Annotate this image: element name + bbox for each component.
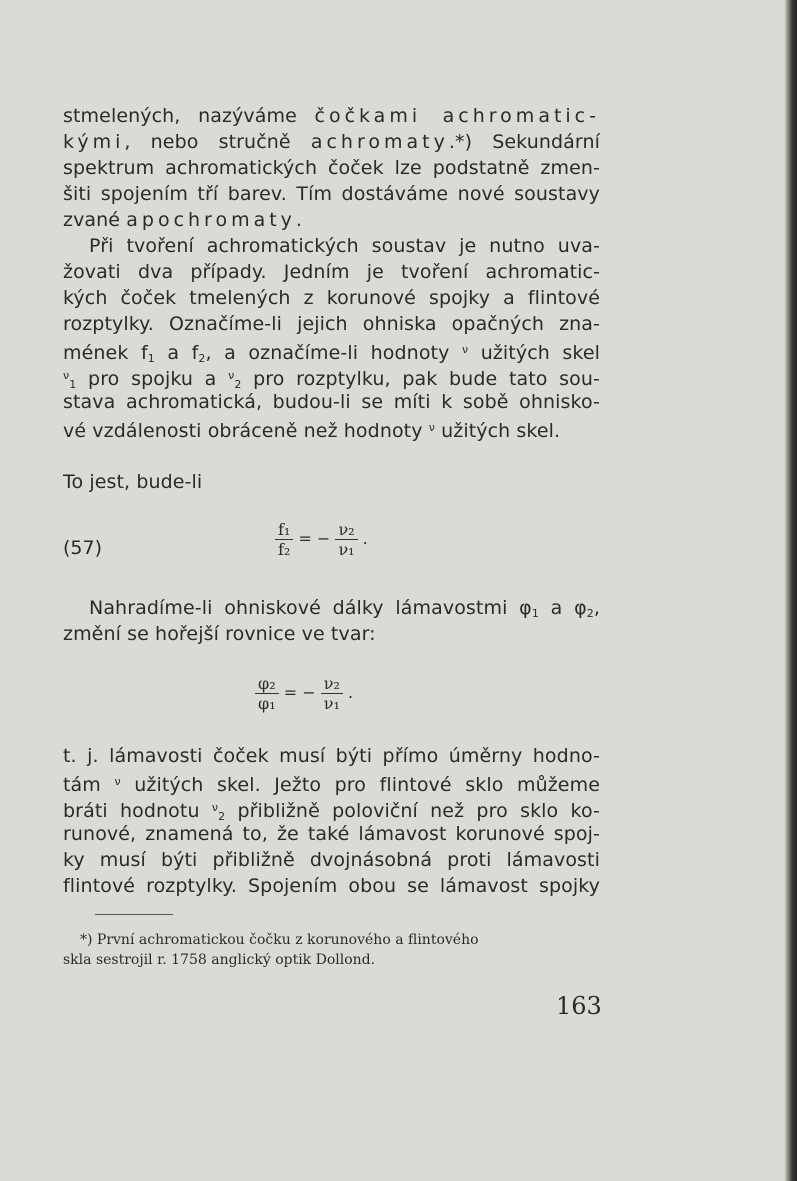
- text-line: stmelených, nazýváme čočkami achromatic-: [63, 105, 600, 127]
- equals-minus: = −: [298, 529, 331, 548]
- text-line: $^\nu_1$ pro spojku a $^\nu_2$ pro rozptylku, pak bude tato sou-: [63, 368, 600, 391]
- footnote-line: *) První achromatickou čočku z korunového a flintového: [80, 932, 479, 948]
- paragraph-2: [63, 233, 600, 441]
- page-number: 163: [556, 992, 602, 1020]
- text-to-jest: [63, 469, 600, 495]
- page-edge-shadow: [785, 0, 797, 1181]
- fraction-rhs: $\frac{\text{ν₂}}{\text{ν₁}}$: [335, 520, 357, 559]
- equation-57: [275, 520, 368, 559]
- fraction-lhs: $\frac{\text{f₁}}{\text{f₂}}$: [275, 520, 293, 559]
- text-line: t. j. lámavosti čoček musí býti přímo úměrny hodno-: [63, 745, 600, 767]
- equation-lamavost: [255, 674, 353, 713]
- text-line: Při tvoření achromatických soustav je nutno uva-: [89, 235, 600, 257]
- paragraph-1: [63, 103, 600, 233]
- equals-minus: = −: [283, 683, 316, 702]
- text-line: stava achromatická, budou-li se míti k sobě ohnisko-: [63, 391, 600, 413]
- footnote-rule: [95, 914, 173, 915]
- text-line: To jest, bude-li: [63, 471, 203, 493]
- text-line: žovati dva případy. Jedním je tvoření achromatic-: [63, 261, 600, 283]
- text-line: spektrum achromatických čoček lze podstatně zmen-: [63, 157, 600, 179]
- text-line: flintové rozptylky. Spojením obou se lámavost spojky: [63, 875, 600, 897]
- text-line: tám $^\nu$ užitých skel. Ježto pro flintové sklo můžeme: [63, 774, 600, 796]
- text-line: zvané apochromaty.: [63, 209, 303, 231]
- period: .: [362, 529, 368, 548]
- text-line: rozptylky. Označíme-li jejich ohniska opačných zna-: [63, 313, 600, 335]
- period: .: [347, 683, 354, 702]
- paragraph-3: [63, 595, 600, 647]
- text-line: runové, znamená to, že také lámavost korunové spoj-: [63, 823, 600, 845]
- text-line: vé vzdálenosti obráceně než hodnoty $^\nu$ užitých skel.: [63, 420, 561, 442]
- text-line: kých čoček tmelených z korunové spojky a flintové: [63, 287, 600, 309]
- text-line: ky musí býti přibližně dvojnásobná proti lámavosti: [63, 849, 600, 871]
- equation-number: (57): [63, 537, 103, 559]
- text-line: Nahradíme-li ohniskové dálky lámavostmi $\varphi_1$ a $\varphi_2$,: [89, 597, 600, 620]
- text-line: bráti hodnotu $^\nu_2$ přibližně poloviční než pro sklo ko-: [63, 800, 600, 823]
- text-line: mének $f_1$ a $f_2$, a označíme-li hodnoty $^\nu$ užitých skel: [63, 342, 600, 365]
- text-line: změní se hořejší rovnice ve tvar:: [63, 623, 376, 645]
- paragraph-4: [63, 743, 600, 899]
- text-line: šiti spojením tří barev. Tím dostáváme nové soustavy: [63, 183, 600, 205]
- footnote-line: skla sestrojil r. 1758 anglický optik Dollond.: [63, 952, 376, 968]
- text-line: kými, nebo stručně achromaty.*) Sekundární: [63, 131, 600, 153]
- footnote: [63, 930, 600, 970]
- fraction-rhs: $\frac{\text{ν₂}}{\text{ν₁}}$: [321, 674, 343, 713]
- fraction-lhs: $\frac{\text{φ₂}}{\text{φ₁}}$: [255, 674, 279, 713]
